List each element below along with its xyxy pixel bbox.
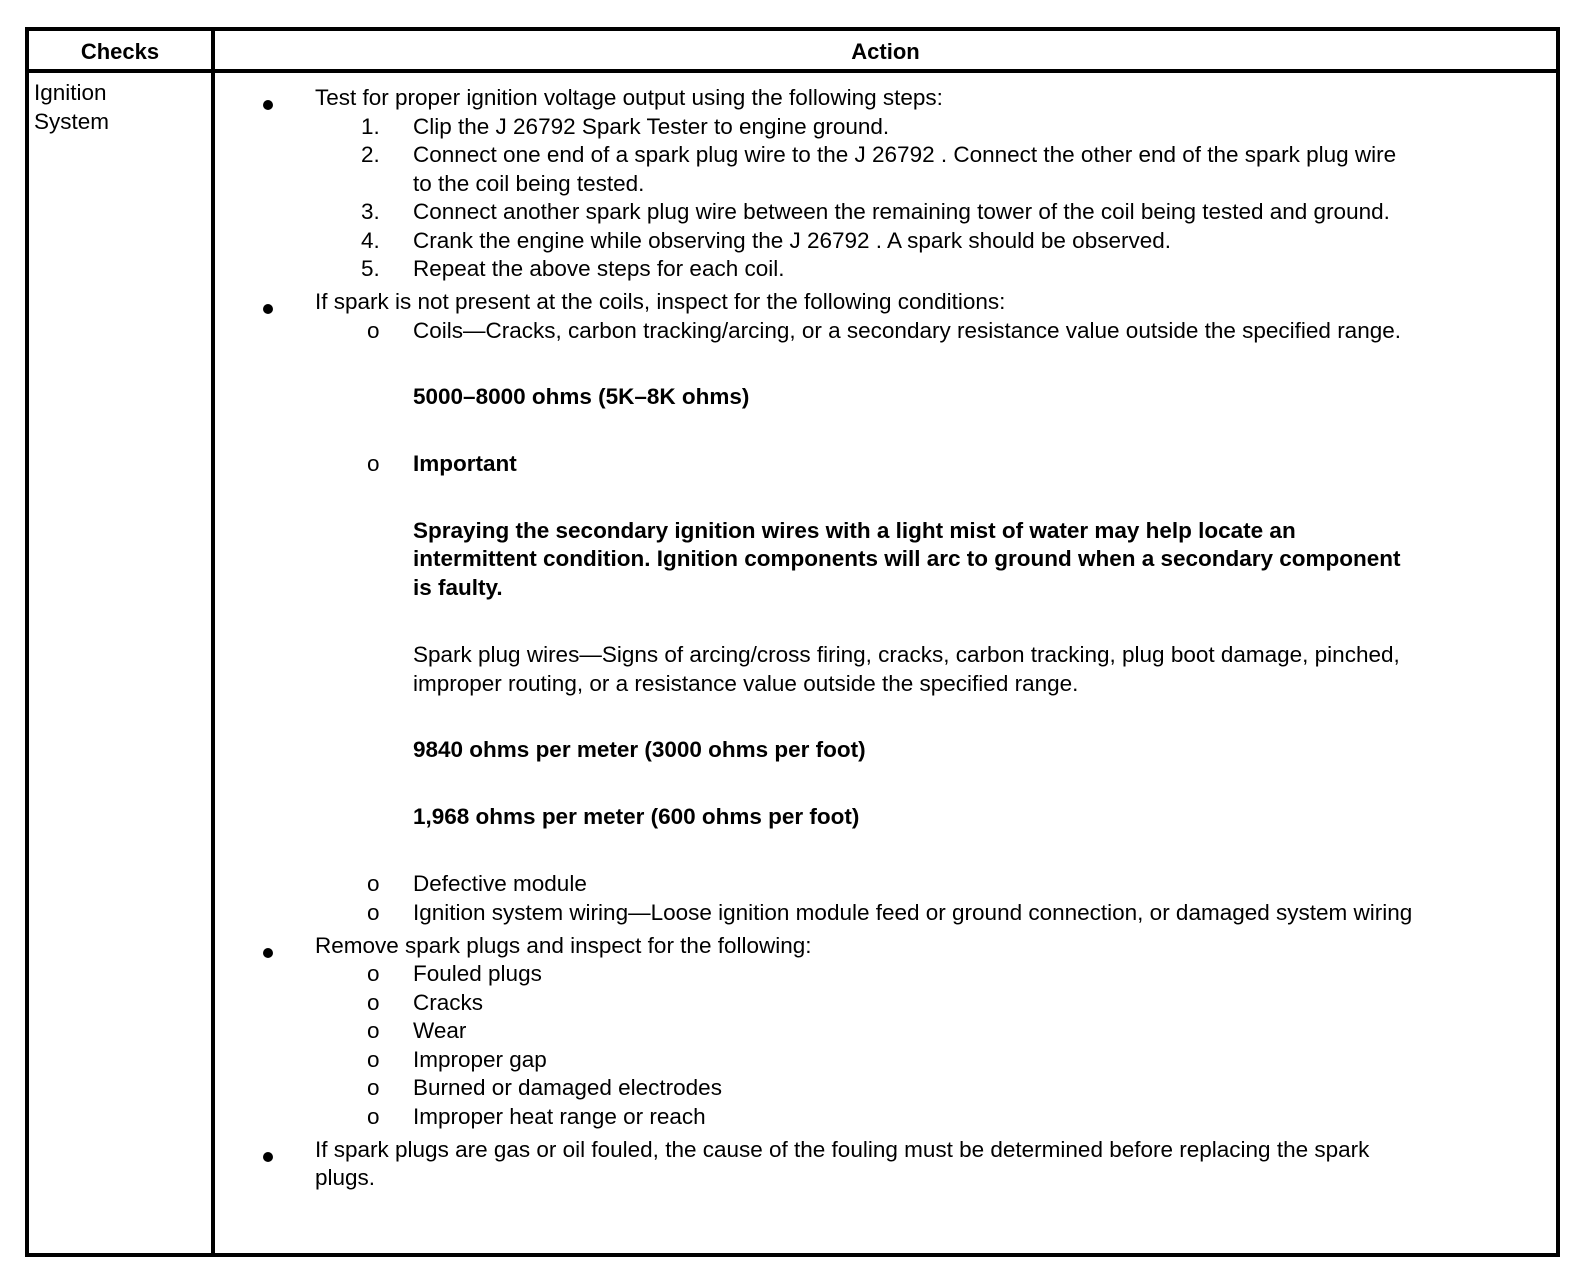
bullet-text-4-line2: plugs. <box>315 1165 376 1190</box>
step-1: Clip the J 26792 Spark Tester to engine ground. <box>413 114 890 139</box>
step-number: 5. <box>361 256 380 281</box>
bullet-text-3: Remove spark plugs and inspect for the following: <box>315 933 812 958</box>
step-4: Crank the engine while observing the J 26792 . A spark should be observed. <box>413 228 1171 253</box>
plug-item: Improper heat range or reach <box>413 1104 706 1129</box>
circle-marker: o <box>367 1018 380 1043</box>
step-5: Repeat the above steps for each coil. <box>413 256 785 281</box>
bullet-icon <box>263 948 273 958</box>
wiring-item: Ignition system wiring—Loose ignition module feed or ground connection, or damaged system wiring <box>413 900 1413 925</box>
bullet-icon <box>263 100 273 110</box>
check-label-line1: Ignition <box>34 80 107 105</box>
header-action: Action <box>851 39 920 64</box>
check-label-line2: System <box>34 108 110 134</box>
circle-marker: o <box>367 1075 380 1100</box>
coil-spec: 5000–8000 ohms (5K–8K ohms) <box>413 384 750 409</box>
wires-line2: improper routing, or a resistance value outside the specified range. <box>413 671 1079 696</box>
bullet-text-4-line1: If spark plugs are gas or oil fouled, the cause of the fouling must be determined before replacing the spark <box>315 1137 1370 1162</box>
important-line2: intermittent condition. Ignition components will arc to ground when a secondary component <box>413 546 1401 571</box>
step-2-line2: to the coil being tested. <box>413 171 645 196</box>
bullet-icon <box>263 304 273 314</box>
module-item: Defective module <box>413 871 587 896</box>
circle-marker: o <box>367 318 380 343</box>
important-heading: Important <box>413 451 517 476</box>
circle-marker: o <box>367 961 380 986</box>
step-2-line1: Connect one end of a spark plug wire to the J 26792 . Connect the other end of the spark plug wire <box>413 142 1397 167</box>
bullet-text-2: If spark is not present at the coils, inspect for the following conditions: <box>315 289 1006 314</box>
circle-marker: o <box>367 871 380 896</box>
plug-item: Cracks <box>413 990 484 1015</box>
plug-item: Wear <box>413 1018 467 1043</box>
plug-item: Burned or damaged electrodes <box>413 1075 722 1100</box>
wire-spec-2: 1,968 ohms per meter (600 ohms per foot) <box>413 804 860 829</box>
circle-marker: o <box>367 1104 380 1129</box>
check-cell <box>34 79 204 136</box>
bullet-text-1: Test for proper ignition voltage output using the following steps: <box>315 85 943 110</box>
circle-marker: o <box>367 451 380 476</box>
header-checks: Checks <box>80 39 160 64</box>
step-number: 4. <box>361 228 380 253</box>
important-line3: is faulty. <box>413 575 503 600</box>
coils-item: Coils—Cracks, carbon tracking/arcing, or a secondary resistance value outside the specified range. <box>413 318 1401 343</box>
procedure-table <box>25 27 1560 1257</box>
wires-line1: Spark plug wires—Signs of arcing/cross firing, cracks, carbon tracking, plug boot damage, pinched, <box>413 642 1400 667</box>
step-number: 1. <box>361 114 380 139</box>
circle-marker: o <box>367 1047 380 1072</box>
bullet-icon <box>263 1152 273 1162</box>
step-number: 3. <box>361 199 380 224</box>
action-cell <box>215 73 1556 1253</box>
plug-item: Fouled plugs <box>413 961 542 986</box>
plug-item: Improper gap <box>413 1047 547 1072</box>
wire-spec-1: 9840 ohms per meter (3000 ohms per foot) <box>413 737 866 762</box>
step-3: Connect another spark plug wire between the remaining tower of the coil being tested and ground. <box>413 199 1390 224</box>
circle-marker: o <box>367 990 380 1015</box>
step-number: 2. <box>361 142 380 167</box>
important-line1: Spraying the secondary ignition wires with a light mist of water may help locate an <box>413 518 1296 543</box>
circle-marker: o <box>367 900 380 925</box>
